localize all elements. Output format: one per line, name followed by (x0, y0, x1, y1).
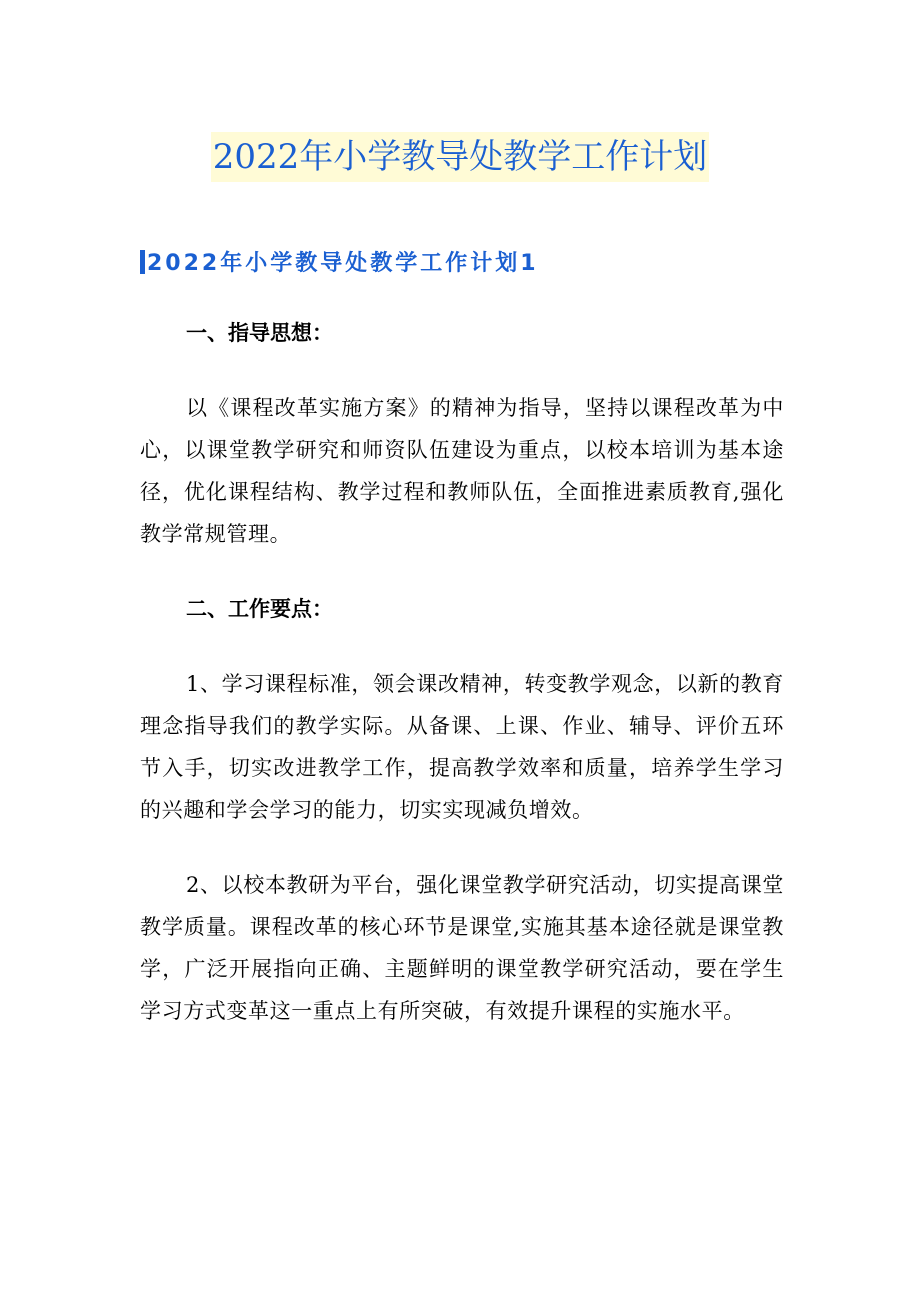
section-marker-icon (140, 250, 145, 274)
paragraph: 2、以校本教研为平台，强化课堂教学研究活动，切实提高课堂教学质量。课程改革的核心环节是课堂,实施其基本途径就是课堂教学，广泛开展指向正确、主题鲜明的课堂教学研究活动，要在学生学习方式变革这一重点上有所突破，有效提升课程的实施水平。 (140, 873, 784, 1023)
subheading-work-points: 二、工作要点： (186, 597, 333, 621)
document-title: 2022年小学教导处教学工作计划 (211, 132, 710, 182)
paragraph: 以《课程改革实施方案》的精神为指导，坚持以课程改革为中心，以课堂教学研究和师资队伍建设为重点，以校本培训为基本途径，优化课程结构、教学过程和教师队伍，全面推进素质教育,强化教学常规管理。 (140, 396, 784, 546)
subheading-guiding-ideology: 一、指导思想： (186, 321, 333, 345)
section-heading (140, 248, 539, 280)
section-heading-text: 2022年小学教导处教学工作计划1 (147, 251, 539, 276)
paragraph: 1、学习课程标准，领会课改精神，转变教学观念，以新的教育理念指导我们的教学实际。从备课、上课、作业、辅导、评价五环节入手，切实改进教学工作，提高教学效率和质量，培养学生学习的兴趣和学会学习的能力，切实实现减负增效。 (140, 672, 784, 822)
title-container (0, 132, 920, 182)
document-body (140, 312, 784, 1065)
